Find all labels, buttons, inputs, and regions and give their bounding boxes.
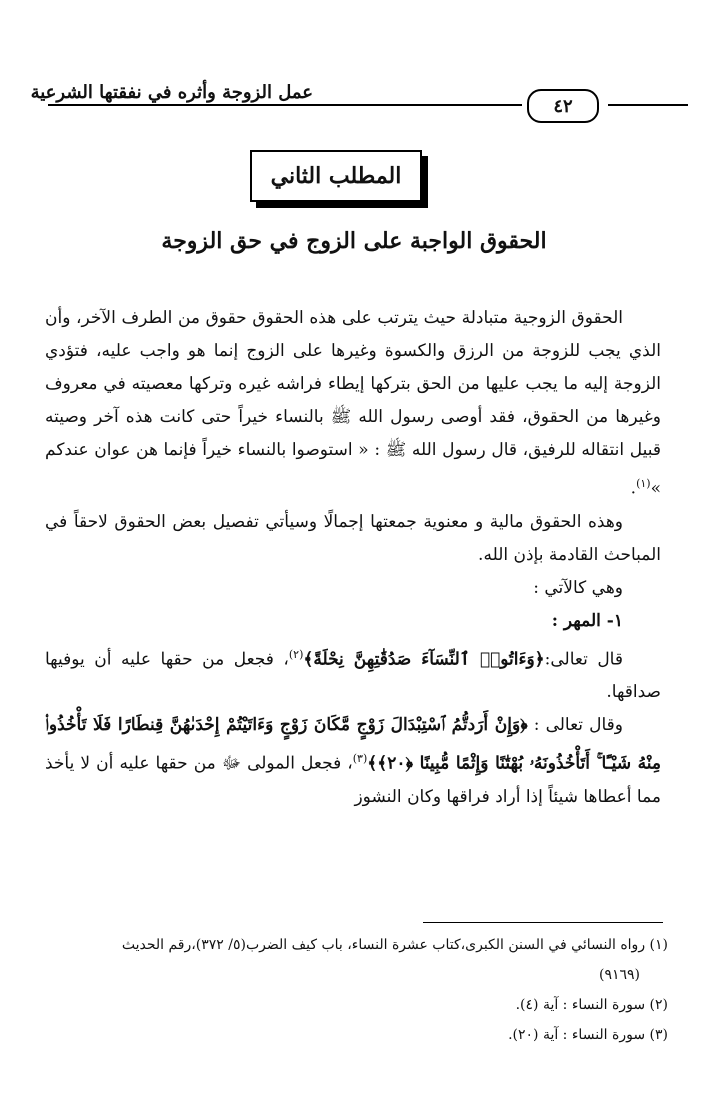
header-rule-right-segment xyxy=(608,104,688,106)
hadith-end: . xyxy=(630,478,637,499)
footnote-ref-2: (٢) xyxy=(288,647,304,661)
verse-1: ﴿وَءَاتُوا۟ ٱلنِّسَآءَ صَدُقَٰتِهِنَّ نِحْلَةً﴾ xyxy=(303,649,545,670)
footnote-3: (٣) سورة النساء : آية (٢٠). xyxy=(508,1027,668,1043)
section-title: المطلب الثاني xyxy=(270,163,402,189)
paragraph-1-text: الحقوق الزوجية متبادلة حيث يترتب على هذه الحقوق حقوق من الطرف الآخر، وأن الذي يجب للزوجة من الرزق والكسوة وغيرها على الزوج إنما هو واجب عليه، فتؤدي الزوجة إليه ما يجب عليها من الحق بتركها إيطاء فراشه غيره وتركها معصيته في معروف وغيرها من الحقوق، فقد أوصى رسول الله ﷺ بالنساء خيراً حتى كانت هذه آخر وصيته قبيل انتقاله للرفيق، قال رسول الله ﷺ : xyxy=(45,308,661,460)
footnote-1-continuation: (٩١٦٩) xyxy=(598,967,640,983)
paragraph-4-rest: ، فجعل من حقها عليه أن يوفيها صداقها. xyxy=(45,649,661,703)
paragraph-2: وهذه الحقوق مالية و معنوية جمعتها إجمالًا وسيأتي تفصيل بعض الحقوق لاحقاً في المباحث القادمة بإذن الله. xyxy=(45,511,661,565)
paragraph-1 xyxy=(45,302,661,506)
footnote-1: (١) رواه النسائي في السنن الكبرى،كتاب عشرة النساء، باب كيف الضرب(٥/ ٣٧٢)،رقم الحديث xyxy=(121,937,668,953)
paragraph-3: وهي كالآتي : xyxy=(533,577,623,598)
footnotes xyxy=(40,930,668,1050)
paragraph-5 xyxy=(45,709,661,814)
footnote-rule xyxy=(423,922,663,923)
paragraph-5-intro: وقال تعالى : xyxy=(533,715,623,736)
body-text xyxy=(45,302,661,814)
header-rule xyxy=(48,104,522,106)
subtitle: الحقوق الواجبة على الزوج في حق الزوجة xyxy=(161,228,547,254)
footnote-2: (٢) سورة النساء : آية (٤). xyxy=(515,997,668,1013)
paragraph-5-rest: ، فجعل المولى ﷻ من حقها عليه أن لا يأخذ مما أعطاها شيئاً إذا أراد فراقها وكان النشوز xyxy=(45,753,661,807)
section-title-box xyxy=(250,150,422,202)
footnote-ref-1: (١) xyxy=(636,477,651,490)
running-title: عمل الزوجة وأثره في نفقتها الشرعية xyxy=(30,82,313,103)
footnote-ref-3: (٣) xyxy=(352,752,368,766)
hadith-quote: « استوصوا بالنساء خيراً فإنما هن عوان عندكم » xyxy=(45,440,661,499)
paragraph-4-intro: قال تعالى: xyxy=(544,649,623,670)
item-heading-mahr: ١- المهر : xyxy=(551,610,623,631)
verse-2: ﴿وَإِنْ أَرَدتُّمُ ٱسْتِبْدَالَ زَوْجٍ مَّكَانَ زَوْجٍ وَءَاتَيْتُمْ إِحْدَىٰهُنَّ قِنطَارًا فَلَا تَأْخُذُوا۟ مِنْهُ شَيْـًٔا ۚ أَتَأْخُذُونَهُۥ بُهْتَٰنًا وَإِثْمًا مُّبِينًا ﴿٢٠﴾﴾ xyxy=(45,715,661,774)
paragraph-4 xyxy=(45,638,661,710)
page-number: ٤٢ xyxy=(527,89,599,123)
